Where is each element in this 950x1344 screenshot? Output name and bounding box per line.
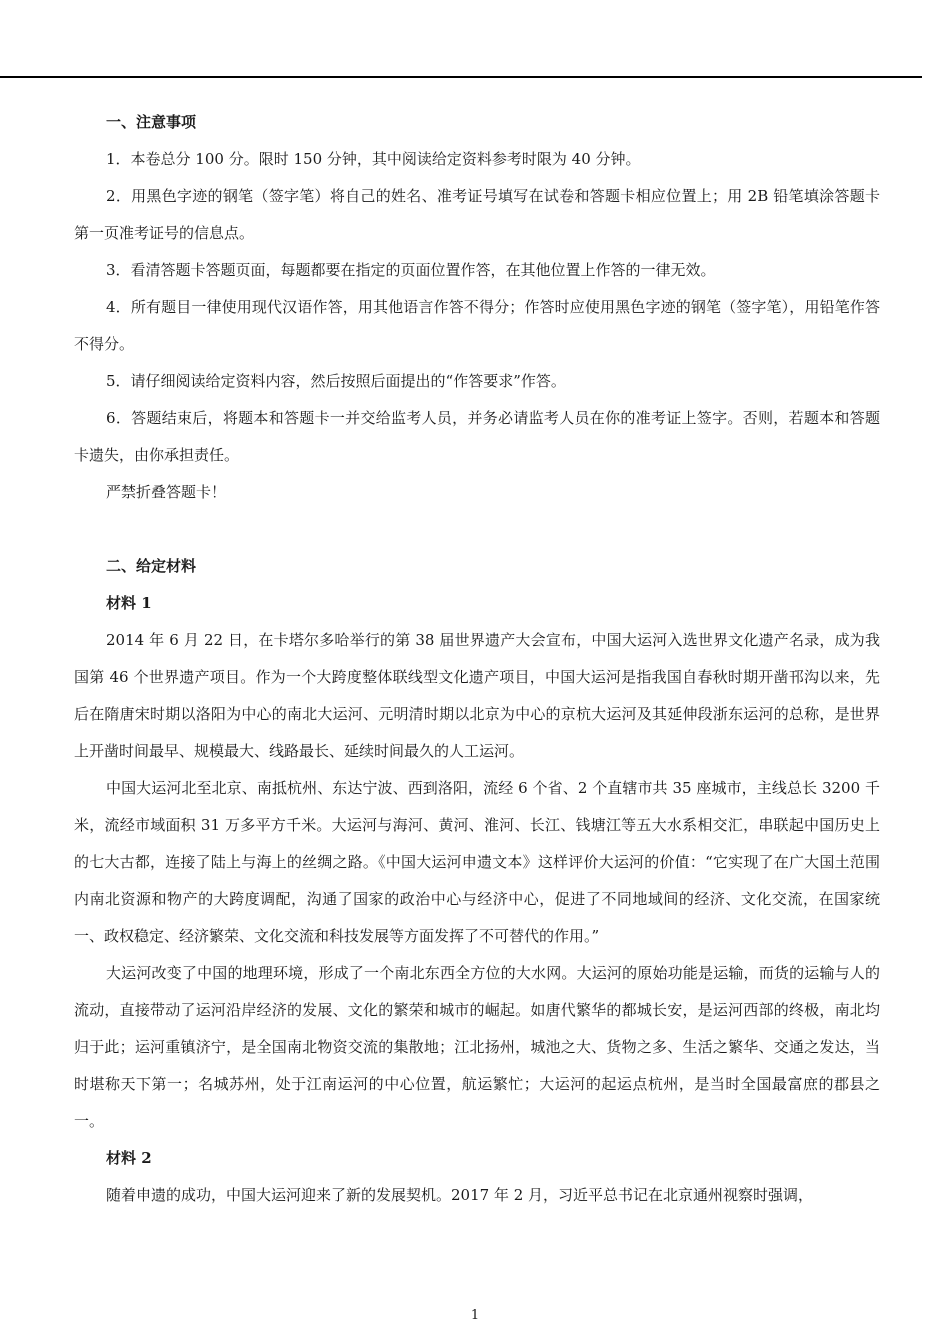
material1-paragraph-3: 大运河改变了中国的地理环境，形成了一个南北东西全方位的大水网。大运河的原始功能是运输，而货的运输与人的流动，直接带动了运河沿岸经济的发展、文化的繁荣和城市的崛起。如唐代繁华的都城长安，是运河西部的终极，南北均归于此；运河重镇济宁，是全国南北物资交流的集散地；江北扬州，城池之大、货物之多、生活之繁华、交通之发达，当时堪称天下第一；名城苏州，处于江南运河的中心位置，航运繁忙；大运河的起运点杭州，是当时全国最富庶的郡县之一。 bbox=[74, 964, 880, 1130]
notice-item-6: 6．答题结束后，将题本和答题卡一并交给监考人员，并务必请监考人员在你的准考证上签字。否则，若题本和答题卡遗失，由你承担责任。 bbox=[74, 409, 880, 464]
notice-item-1: 1．本卷总分 100 分。限时 150 分钟，其中阅读给定资料参考时限为 40 分钟。 bbox=[106, 150, 641, 168]
material1-paragraph-1: 2014 年 6 月 22 日，在卡塔尔多哈举行的第 38 届世界遗产大会宣布，中国大运河入选世界文化遗产名录，成为我国第 46 个世界遗产项目。作为一个大跨度整体联线型文化遗产项目，中国大运河是指我国自春秋时期开凿邗沟以来，先后在隋唐宋时期以洛阳为中心的南北大运河、元明清时期以北京为中心的京杭大运河及其延伸段浙东运河的总称，是世界上开凿时间最早、规模最大、线路最长、延续时间最久的人工运河。 bbox=[74, 631, 880, 760]
section-gap bbox=[74, 511, 880, 548]
document-body bbox=[74, 104, 880, 1214]
material1-paragraph-2: 中国大运河北至北京、南抵杭州、东达宁波、西到洛阳，流经 6 个省、2 个直辖市共 35 座城市，主线总长 3200 千米，流经市域面积 31 万多平方千米。大运河与海河、黄河、淮河、长江、钱塘江等五大水系相交汇，串联起中国历史上的七大古都，连接了陆上与海上的丝绸之路。《中国大运河申遗文本》这样评价大运河的价值：“它实现了在广大国土范围内南北资源和物产的大跨度调配，沟通了国家的政治中心与经济中心，促进了不同地域间的经济、文化交流，在国家统一、政权稳定、经济繁荣、文化交流和科技发展等方面发挥了不可替代的作用。” bbox=[74, 779, 880, 945]
notice-item-3: 3．看清答题卡答题页面，每题都要在指定的页面位置作答，在其他位置上作答的一律无效。 bbox=[106, 261, 716, 279]
header-rule bbox=[0, 76, 922, 78]
material2-title: 材料 2 bbox=[106, 1149, 152, 1167]
page-number: 1 bbox=[470, 1308, 480, 1323]
section2-title: 二、给定材料 bbox=[106, 557, 197, 575]
notice-item-4: 4．所有题目一律使用现代汉语作答，用其他语言作答不得分；作答时应使用黑色字迹的钢笔（签字笔），用铅笔作答不得分。 bbox=[74, 298, 880, 353]
notice-warning: 严禁折叠答题卡！ bbox=[106, 483, 227, 501]
section1-title: 一、注意事项 bbox=[106, 113, 197, 131]
notice-item-2: 2．用黑色字迹的钢笔（签字笔）将自己的姓名、准考证号填写在试卷和答题卡相应位置上；用 2B 铅笔填涂答题卡第一页准考证号的信息点。 bbox=[74, 187, 880, 242]
material2-paragraph-1: 随着申遗的成功，中国大运河迎来了新的发展契机。2017 年 2 月，习近平总书记在北京通州视察时强调， bbox=[106, 1186, 814, 1204]
notice-item-5: 5．请仔细阅读给定资料内容，然后按照后面提出的“作答要求”作答。 bbox=[106, 372, 566, 390]
material1-title: 材料 1 bbox=[106, 594, 152, 612]
